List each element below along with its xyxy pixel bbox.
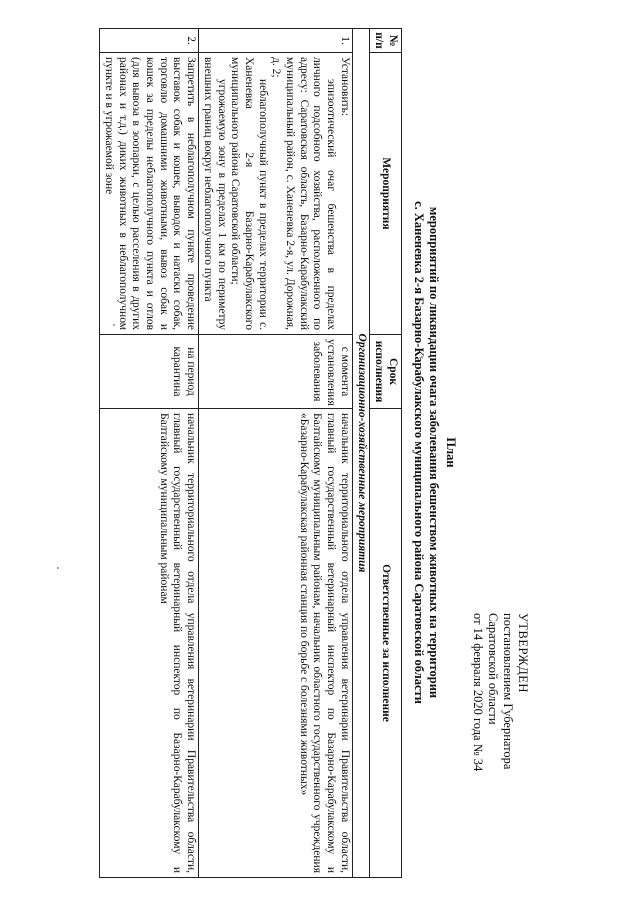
measure-paragraph: неблагополучный пункт в пределах территории с. Ханеневка 2-я Базарно-Карабулакского муниципального района Саратовской области;: [229, 57, 269, 330]
plan-title: План: [444, 437, 458, 468]
section-title: Организационно-хозяйственные мероприятия: [352, 29, 369, 878]
row-number: 2.: [100, 29, 199, 53]
measure-paragraph: эпизоотический очаг бешенства в пределах личного подсобного хозяйства, расположенного по адресу: Саратовская область, Базарно-Карабулакский муниципальный район, с. Ханеневка 2-я, ул. Дорожная, д. 2;: [270, 57, 338, 330]
header-term: Срок исполнения: [369, 335, 401, 409]
table-header-row: [369, 29, 401, 878]
plan-heading: [411, 0, 458, 905]
table-row: [199, 29, 353, 878]
row-measure: [100, 53, 199, 335]
row-term: с момента установления заболевания: [199, 335, 353, 409]
plan-subtitle-line1: мероприятий по ликвидации очага заболевания бешенством животных на территории: [427, 206, 441, 699]
section-row: [352, 29, 369, 878]
measure-paragraph: Запретить в неблагополучном пункте проведение выставок собак и кошек, выводок и натаски собак, торговлю домашними животными, вывоз собак и кошек за пределы неблагополучного пункта и отлов (для вывоза в зоопарки, с целью расселения в других районах и т.д.) диких животных в неблагополучном пункте и в угрожаемой зоне: [102, 57, 198, 330]
row-term: на период карантина: [100, 335, 199, 409]
row-number: 1.: [199, 29, 353, 53]
approval-heading: УТВЕРЖДЕН: [516, 613, 530, 693]
measures-table: [99, 28, 402, 878]
plan-subtitle-line2: с. Ханеневка 2-я Базарно-Карабулакского муниципального района Саратовской области: [412, 201, 426, 704]
row-responsible: начальник территориального отдела управления ветеринарии Правительства области, главный государственный ветеринарный инспектор по Базарно-Карабулакскому и Балтайскому муниципальным районам: [100, 409, 199, 878]
measure-paragraph: Установить:: [338, 57, 351, 117]
table-row: [100, 29, 199, 878]
approval-stamp: [470, 613, 530, 873]
approval-date: от 14 февраля 2020 года № 34: [471, 613, 485, 772]
header-responsible: Ответственные за исполнение: [369, 409, 401, 878]
header-number: № п/п: [369, 29, 401, 53]
approval-region: Саратовской области: [486, 613, 500, 725]
approval-decree: постановлением Губернатора: [501, 613, 515, 770]
row-measure: [199, 53, 353, 335]
header-measures: Мероприятия: [369, 53, 401, 335]
measure-paragraph: угрожаемую зону в пределах 1 км по периметру внешних границ вокруг неблагополучного пункта: [201, 57, 228, 330]
row-responsible: начальник территориального отдела управления ветеринарии Правительства области, главный государственный ветеринарный инспектор по Базарно-Карабулакскому и Балтайскому муниципальным районам, начальник областного государственного учреждения «Базарно-Карабулакская районная станция по борьбе с болезнями животных»: [199, 409, 353, 878]
